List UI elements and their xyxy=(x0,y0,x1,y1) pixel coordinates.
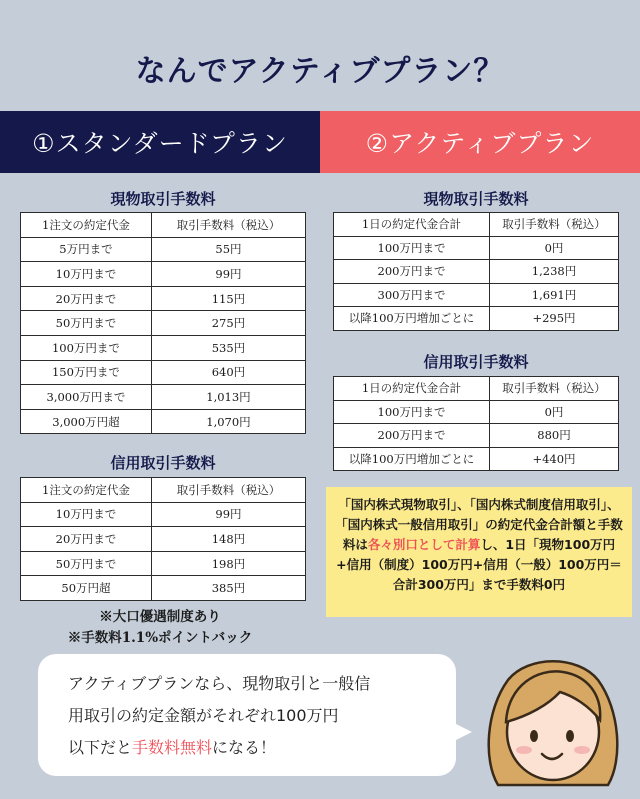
bubble-text: 以下だと xyxy=(68,738,133,757)
standard-margin-title: 信用取引手数料 xyxy=(110,454,216,472)
fee-cell: 115円 xyxy=(151,286,305,311)
standard-spot-title: 現物取引手数料 xyxy=(110,190,216,208)
header-cell: 1注文の約定代金 xyxy=(21,478,152,503)
amount-cell: 200万円まで xyxy=(334,424,490,448)
table-row xyxy=(21,335,306,360)
amount-cell: 3,000万円まで xyxy=(21,385,152,410)
fee-cell: 0円 xyxy=(490,400,619,424)
table-header-row xyxy=(334,213,619,237)
fee-cell: 1,013円 xyxy=(151,385,305,410)
fee-cell: +295円 xyxy=(490,307,619,331)
fee-cell: 535円 xyxy=(151,335,305,360)
active-plan-header: ②アクティブプラン xyxy=(320,111,640,173)
table-row xyxy=(21,502,306,527)
table-row xyxy=(21,311,306,336)
fee-cell: 385円 xyxy=(151,576,305,601)
standard-spot-table xyxy=(20,212,306,434)
separate-calculation-note xyxy=(326,487,632,617)
amount-cell: 100万円まで xyxy=(334,400,490,424)
fee-cell: 99円 xyxy=(151,502,305,527)
table-row xyxy=(334,236,619,260)
amount-cell: 10万円まで xyxy=(21,262,152,287)
table-row xyxy=(21,551,306,576)
table-header-row xyxy=(21,213,306,238)
table-row xyxy=(21,360,306,385)
active-spot-table xyxy=(333,212,619,331)
fee-cell: 55円 xyxy=(151,237,305,262)
bubble-line: アクティブプランなら、現物取引と一般信 xyxy=(68,674,371,693)
note-text: 「国内株式現物取引」、「国内株式制度信用取引」、「国内株式一般信用取引」の約定代金合計額と手数料は xyxy=(335,497,623,552)
amount-cell: 100万円まで xyxy=(334,236,490,260)
large-account-note: ※大口優遇制度あり xyxy=(99,609,221,625)
table-row xyxy=(21,576,306,601)
page-title: なんでアクティブプラン？ xyxy=(135,54,505,89)
table-row xyxy=(21,262,306,287)
standard-margin-table xyxy=(20,477,306,601)
table-row xyxy=(334,400,619,424)
speech-bubble-tail xyxy=(448,720,472,744)
header-cell: 取引手数料（税込） xyxy=(490,213,619,237)
active-margin-title: 信用取引手数料 xyxy=(423,353,529,371)
amount-cell: 300万円まで xyxy=(334,283,490,307)
table-row xyxy=(21,385,306,410)
fee-cell: 1,238円 xyxy=(490,260,619,284)
amount-cell: 150万円まで xyxy=(21,360,152,385)
note-text: し、1日「現物100万円+信用（制度）100万円+信用（一般）100万円＝合計300万円」まで手数料0円 xyxy=(336,537,622,592)
table-row xyxy=(334,307,619,331)
amount-cell: 50万円まで xyxy=(21,551,152,576)
fee-cell: 880円 xyxy=(490,424,619,448)
table-row xyxy=(21,286,306,311)
point-back-note: ※手数料1.1%ポイントバック xyxy=(67,630,253,646)
bubble-line: 用取引の約定金額がそれぞれ100万円 xyxy=(68,706,339,725)
fee-cell: 1,691円 xyxy=(490,283,619,307)
girl-avatar-icon xyxy=(478,650,628,790)
amount-cell: 50万円まで xyxy=(21,311,152,336)
amount-cell: 以降100万円増加ごとに xyxy=(334,447,490,471)
active-margin-table xyxy=(333,376,619,471)
speech-bubble xyxy=(38,654,456,776)
active-spot-title: 現物取引手数料 xyxy=(423,190,529,208)
amount-cell: 20万円まで xyxy=(21,286,152,311)
amount-cell: 100万円まで xyxy=(21,335,152,360)
fee-cell: 1,070円 xyxy=(151,409,305,434)
fee-cell: 148円 xyxy=(151,527,305,552)
header-cell: 1注文の約定代金 xyxy=(21,213,152,238)
header-cell: 1日の約定代金合計 xyxy=(334,377,490,401)
table-row xyxy=(334,447,619,471)
fee-cell: 0円 xyxy=(490,236,619,260)
amount-cell: 20万円まで xyxy=(21,527,152,552)
amount-cell: 以降100万円増加ごとに xyxy=(334,307,490,331)
table-row xyxy=(21,527,306,552)
fee-cell: +440円 xyxy=(490,447,619,471)
notes xyxy=(20,607,300,649)
amount-cell: 50万円超 xyxy=(21,576,152,601)
standard-plan-header: ①スタンダードプラン xyxy=(0,111,320,173)
fee-cell: 640円 xyxy=(151,360,305,385)
amount-cell: 5万円まで xyxy=(21,237,152,262)
table-row xyxy=(21,409,306,434)
header-cell: 1日の約定代金合計 xyxy=(334,213,490,237)
table-header-row xyxy=(334,377,619,401)
table-header-row xyxy=(21,478,306,503)
bubble-text: になる！ xyxy=(212,738,277,757)
fee-cell: 198円 xyxy=(151,551,305,576)
fee-cell: 275円 xyxy=(151,311,305,336)
amount-cell: 10万円まで xyxy=(21,502,152,527)
header-cell: 取引手数料（税込） xyxy=(151,478,305,503)
header-cell: 取引手数料（税込） xyxy=(151,213,305,238)
table-row xyxy=(334,424,619,448)
header-cell: 取引手数料（税込） xyxy=(490,377,619,401)
amount-cell: 200万円まで xyxy=(334,260,490,284)
table-row xyxy=(334,260,619,284)
free-fee-highlight: 手数料無料 xyxy=(132,738,213,757)
amount-cell: 3,000万円超 xyxy=(21,409,152,434)
bubble-line xyxy=(68,732,440,764)
table-row xyxy=(21,237,306,262)
note-highlight: 各々別口として計算 xyxy=(367,537,481,552)
table-row xyxy=(334,283,619,307)
fee-cell: 99円 xyxy=(151,262,305,287)
